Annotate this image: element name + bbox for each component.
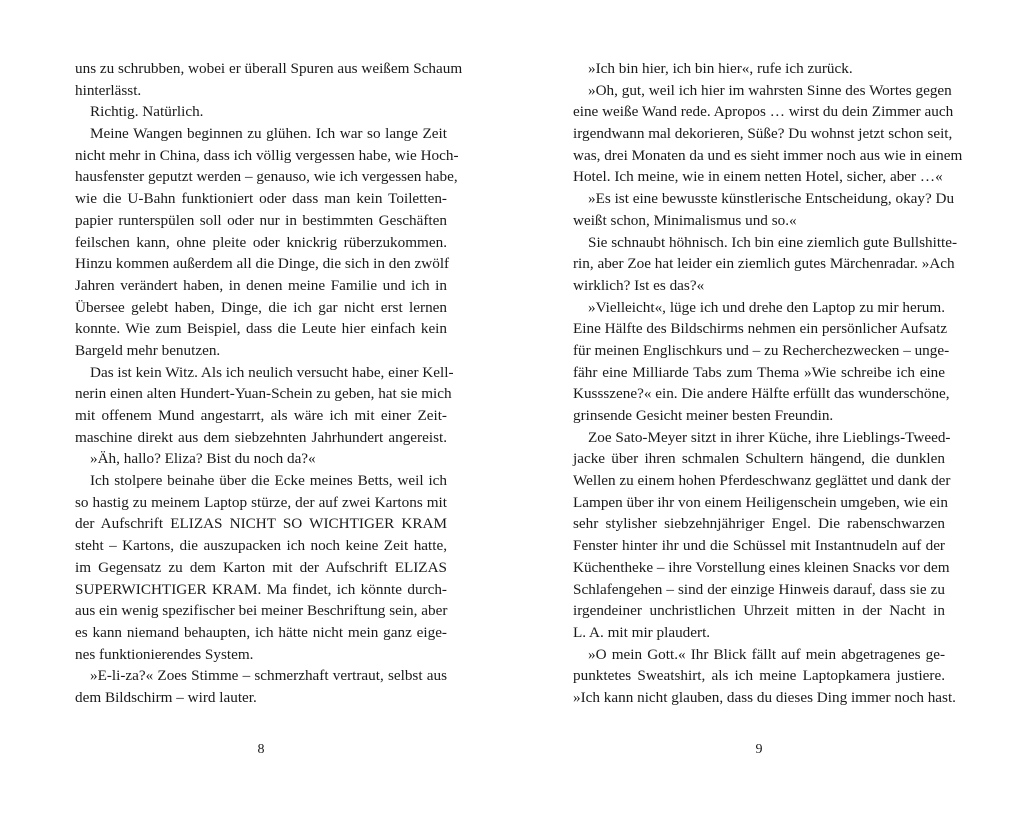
text-line: punktetes Sweatshirt, als ich meine Laptopkamera justiere. <box>573 667 945 685</box>
text-line: der Aufschrift ELIZAS NICHT SO WICHTIGER KRAM <box>75 515 447 533</box>
text-line: wie die U-Bahn funktioniert oder dass man kein Toiletten- <box>75 190 447 208</box>
text-line: nerin einen alten Hundert-Yuan-Schein zu geben, hat sie mich <box>75 385 452 403</box>
text-line: L. A. mit mir plaudert. <box>573 623 711 641</box>
text-line: rin, aber Zoe hat leider ein ziemlich gutes Märchenradar. »Ach <box>573 255 955 273</box>
page-number-left: 8 <box>257 742 265 757</box>
text-line: Kussszene?« ein. Die andere Hälfte erfüllt das wunderschöne, <box>573 385 950 403</box>
text-line: nicht mehr in China, dass ich völlig vergessen habe, wie Hoch- <box>75 146 459 164</box>
text-line: aus ein wenig spezifischer bei meiner Beschriftung sein, aber <box>75 602 448 620</box>
page-number-right: 9 <box>755 742 763 757</box>
text-line: steht – Kartons, die auszupacken ich noch keine Zeit hatte, <box>75 537 447 555</box>
text-line: papier runterspülen soll oder nur in bestimmten Geschäften <box>75 211 447 229</box>
text-line: hausfenster geputzt werden – genauso, wie ich vergessen habe, <box>75 168 458 186</box>
text-line: »Vielleicht«, lüge ich und drehe den Laptop zu mir herum. <box>588 298 945 316</box>
text-line: es kann niemand behaupten, ich hätte nicht mein ganz eige- <box>75 623 447 641</box>
text-line: im Gegensatz zu dem Karton mit der Aufschrift ELIZAS <box>75 558 447 576</box>
text-line: Hotel. Ich meine, wie in einem netten Hotel, sicher, aber …« <box>573 168 943 186</box>
text-line: Meine Wangen beginnen zu glühen. Ich war so lange Zeit <box>90 125 447 143</box>
text-line: so hastig zu meinem Laptop stürze, der auf zwei Kartons mit <box>75 493 447 511</box>
text-line: »Äh, hallo? Eliza? Bist du noch da?« <box>90 450 316 468</box>
text-line: weißt schon, Minimalismus und so.« <box>573 211 797 229</box>
text-line: »O mein Gott.« Ihr Blick fällt auf mein abgetragenes ge- <box>588 645 945 663</box>
left-page-text <box>75 58 463 709</box>
text-line: für meinen Englischkurs und – zu Recherchezwecken – unge- <box>573 341 950 359</box>
text-line: fähr eine Milliarde Tabs zum Thema »Wie schreibe ich eine <box>573 363 945 381</box>
text-line: Wellen zu einem hohen Pferdeschwanz geglättet und dank der <box>573 472 951 490</box>
text-line: nes funktionierendes System. <box>75 645 254 663</box>
text-line: Küchentheke – ihre Vorstellung eines kleinen Snacks vor dem <box>573 558 950 576</box>
text-line: hinterlässt. <box>75 81 142 99</box>
text-line: Schlafengehen – sind der einzige Hinweis darauf, dass sie zu <box>573 580 945 598</box>
text-line: Zoe Sato-Meyer sitzt in ihrer Küche, ihre Lieblings-Tweed- <box>588 428 951 446</box>
text-line: »Oh, gut, weil ich hier im wahrsten Sinne des Wortes gegen <box>588 81 952 99</box>
text-line: Eine Hälfte des Bildschirms nehmen ein persönlicher Aufsatz <box>573 320 948 338</box>
text-line: jacke über ihren schmalen Schultern hängend, die dunklen <box>573 450 945 468</box>
text-line: dem Bildschirm – wird lauter. <box>75 688 257 706</box>
text-line: wirklich? Ist es das?« <box>573 276 705 294</box>
text-line: was, drei Monaten da und es sieht immer noch aus wie in einem <box>573 146 963 164</box>
text-line: Fenster hinter ihr und die Schüssel mit Instantnudeln auf der <box>573 537 945 555</box>
text-line: uns zu schrubben, wobei er überall Spuren aus weißem Schaum <box>75 60 463 77</box>
text-line: »Ich kann nicht glauben, dass du dieses Ding immer noch hast. <box>573 688 956 706</box>
text-line: »Es ist eine bewusste künstlerische Entscheidung, okay? Du <box>588 190 955 208</box>
text-line: mit offenem Mund angestarrt, als wäre ich mit einer Zeit- <box>75 407 447 424</box>
text-line: grinsende Gesicht meiner besten Freundin. <box>573 407 834 424</box>
text-line: Bargeld mehr benutzen. <box>75 341 221 359</box>
text-line: »E-li-za?« Zoes Stimme – schmerzhaft vertraut, selbst aus <box>90 667 447 685</box>
text-line: Das ist kein Witz. Als ich neulich versucht habe, einer Kell- <box>90 363 454 381</box>
text-line: Jahren verändert haben, in denen meine Familie und ich in <box>75 276 447 294</box>
text-line: irgendeiner unchristlichen Uhrzeit mitten in der Nacht in <box>573 602 945 620</box>
text-line: konnte. Wie zum Beispiel, dass die Leute hier einfach kein <box>75 320 447 338</box>
text-line: maschine direkt aus dem siebzehnten Jahrhundert angereist. <box>75 428 447 446</box>
text-line: sehr stylisher siebzehnjähriger Engel. Die rabenschwarzen <box>573 515 945 533</box>
text-line: Sie schnaubt höhnisch. Ich bin eine ziemlich gute Bullshitte- <box>588 233 958 251</box>
text-line: SUPERWICHTIGER KRAM. Ma findet, ich könnte durch- <box>75 580 447 598</box>
text-line: Richtig. Natürlich. <box>90 103 204 121</box>
right-page-text <box>573 58 963 709</box>
text-line: eine weiße Wand rede. Apropos … wirst du dein Zimmer auch <box>573 103 954 121</box>
text-line: Ich stolpere beinahe über die Ecke meines Betts, weil ich <box>90 472 447 490</box>
text-line: irgendwann mal dekorieren, Süße? Du wohnst jetzt schon seit, <box>573 125 953 143</box>
text-line: Hinzu kommen außerdem all die Dinge, die sich in den zwölf <box>75 255 450 273</box>
text-line: »Ich bin hier, ich bin hier«, rufe ich zurück. <box>588 60 853 77</box>
text-line: Lampen über ihr von einem Heiligenschein umgeben, wie ein <box>573 493 948 511</box>
text-line: feilschen kann, ohne pleite oder knickrig rüberzukommen. <box>75 233 447 251</box>
text-line: Übersee gelebt haben, Dinge, die ich gar nicht erst lernen <box>75 298 447 316</box>
